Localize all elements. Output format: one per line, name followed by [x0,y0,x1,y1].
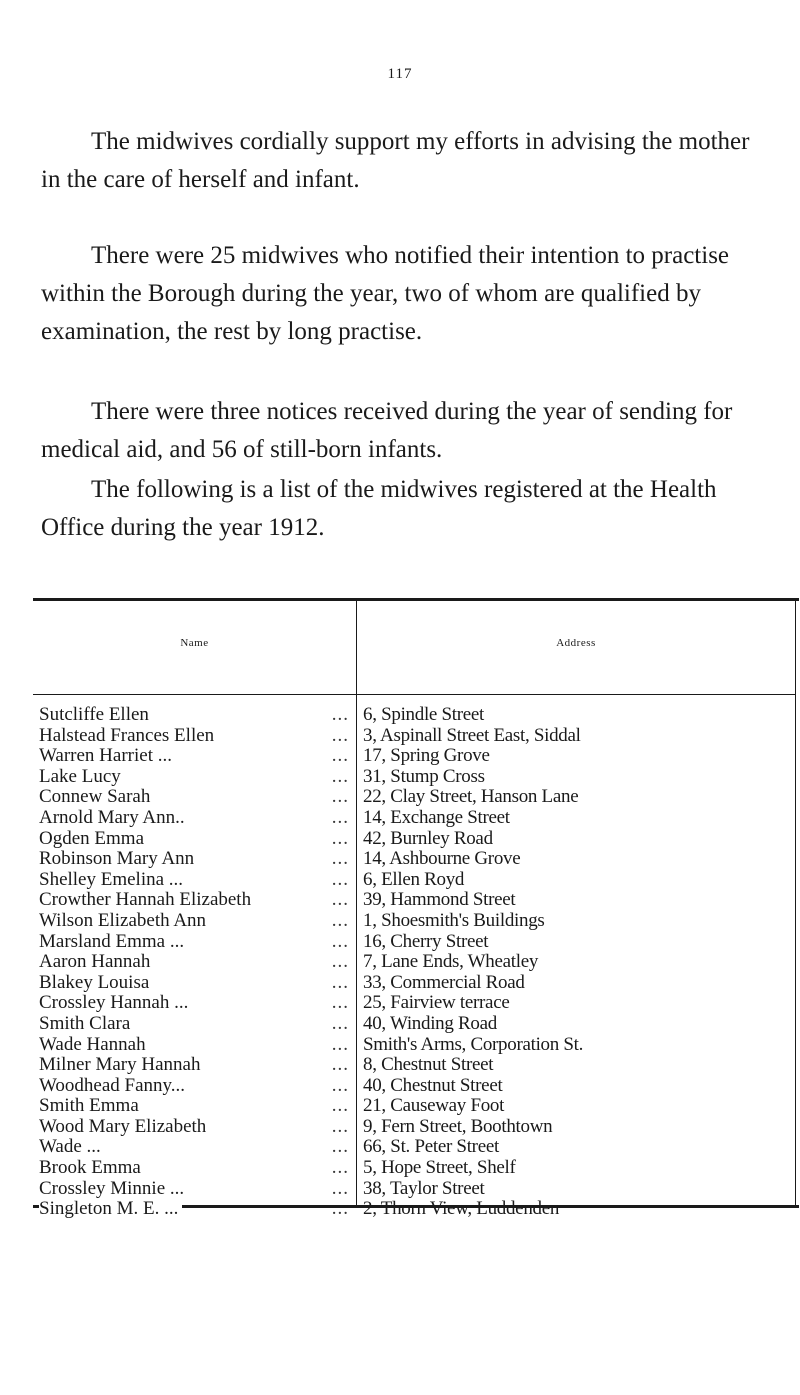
midwife-name-cell [39,705,349,726]
leader-dots: ... [331,910,349,931]
midwife-name: Crossley Minnie ... [39,1179,188,1199]
midwife-name: Crossley Hannah ... [39,993,192,1013]
midwife-address: 17, Spring Grove [363,746,490,767]
leader-dots: ... [331,1034,349,1055]
midwife-name: Lake Lucy [39,767,125,787]
midwife-name-cell [39,787,349,808]
table-row [33,993,796,1014]
table-row [33,787,796,808]
leader-dots: ... [331,807,349,828]
table-row [33,1179,796,1200]
table-row [33,1137,796,1158]
leader-dots: ... [331,828,349,849]
table-row [33,973,796,994]
midwife-name-cell [39,1179,349,1200]
table-row [33,1096,796,1117]
leader-dots: ... [331,1116,349,1137]
table-row [33,870,796,891]
midwife-address: 14, Exchange Street [363,807,510,828]
midwife-name-cell [39,993,349,1014]
table-row [33,1076,796,1097]
midwife-address: 40, Winding Road [363,1013,497,1034]
midwife-name-cell [39,1076,349,1097]
leader-dots: ... [331,1158,349,1179]
midwife-address: 66, St. Peter Street [363,1137,499,1158]
leader-dots: ... [331,725,349,746]
midwife-name: Arnold Mary Ann.. [39,808,189,828]
midwife-name: Halstead Frances Ellen [39,726,218,746]
midwife-name: Woodhead Fanny... [39,1076,189,1096]
table-row [33,890,796,911]
midwife-address: 42, Burnley Road [363,828,493,849]
midwife-address: 9, Fern Street, Boothtown [363,1116,553,1137]
table-row [33,1117,796,1138]
leader-dots: ... [331,993,349,1014]
midwife-name-cell [39,1055,349,1076]
midwife-name-cell [39,1096,349,1117]
table-row [33,1035,796,1056]
midwife-name-cell [39,952,349,973]
midwife-name-cell [39,870,349,891]
paragraph-midwives-notified: There were 25 midwives who notified their intention to practise within the Borough during the year, two of whom are qualified by examination, the rest by long practise. [41,242,730,345]
table-row [33,1199,796,1220]
leader-dots: ... [331,1096,349,1117]
midwife-name-cell [39,1117,349,1138]
table-row [33,932,796,953]
midwife-name: Smith Clara [39,1014,134,1034]
paragraph-notices-received: There were three notices received during the year of sending for medical aid, and 56 of still-born infants. [41,398,733,463]
table-row [33,849,796,870]
leader-dots: ... [331,972,349,993]
midwife-name-cell [39,849,349,870]
midwife-name-cell [39,746,349,767]
leader-dots: ... [331,1055,349,1076]
midwife-address: 6, Spindle Street [363,705,485,725]
leader-dots: ... [331,1137,349,1158]
midwife-name: Wilson Elizabeth Ann [39,911,210,931]
midwife-name-cell [39,1158,349,1179]
leader-dots: ... [331,766,349,787]
midwife-name: Aaron Hannah [39,952,154,972]
midwife-name: Crowther Hannah Elizabeth [39,890,255,910]
midwife-address: 8, Chestnut Street [363,1055,494,1076]
leader-dots: ... [331,1013,349,1034]
paragraph-midwives-support: The midwives cordially support my efforts in advising the mother in the care of herself and infant. [41,128,750,193]
table-row [33,1055,796,1076]
midwife-name-cell [39,890,349,911]
midwife-address: 25, Fairview terrace [363,993,510,1014]
midwife-name-cell [39,1014,349,1035]
midwife-name: Marsland Emma ... [39,932,188,952]
table-row [33,726,796,747]
table-row [33,952,796,973]
midwife-name: Blakey Louisa [39,973,153,993]
midwife-name-cell [39,973,349,994]
midwife-address: 3, Aspinall Street East, Siddal [363,725,581,746]
leader-dots: ... [331,869,349,890]
leader-dots: ... [331,849,349,870]
midwife-address: 31, Stump Cross [363,766,485,787]
midwife-name: Sutcliffe Ellen [39,705,153,725]
midwife-address: 22, Clay Street, Hanson Lane [363,787,579,808]
table-row [33,829,796,850]
midwife-address: 1, Shoesmith's Buildings [363,910,545,931]
header-rule [33,694,796,695]
midwife-name: Smith Emma [39,1096,143,1116]
midwife-address: 2, Thorn View, Luddenden [363,1199,560,1220]
midwife-address: 6, Ellen Royd [363,869,465,890]
midwife-name: Wade ... [39,1137,105,1157]
midwife-name: Robinson Mary Ann [39,849,198,869]
midwife-name: Milner Mary Hannah [39,1055,204,1075]
leader-dots: ... [331,746,349,767]
table-body [33,705,796,1220]
midwife-name: Warren Harriet ... [39,746,176,766]
midwife-name-cell [39,726,349,747]
leader-dots: ... [331,890,349,911]
leader-dots: ... [331,1075,349,1096]
midwife-address: 7, Lane Ends, Wheatley [363,952,539,973]
midwife-name: Singleton M. E. ... [39,1199,182,1219]
midwife-name-cell [39,1035,349,1056]
leader-dots: ... [331,931,349,952]
midwife-address: Smith's Arms, Corporation St. [363,1034,584,1055]
midwife-name: Connew Sarah [39,787,154,807]
page-number: 117 [387,66,413,82]
midwife-address: 21, Causeway Foot [363,1096,505,1117]
leader-dots: ... [331,705,349,725]
midwife-name-cell [39,1137,349,1158]
paragraph-list-intro: The following is a list of the midwives registered at the Health Office during the year 1912. [41,476,717,541]
midwife-name-cell [39,911,349,932]
midwife-address: 33, Commercial Road [363,972,525,993]
midwife-name: Brook Emma [39,1158,145,1178]
table-row [33,808,796,829]
midwives-table [33,598,799,1220]
midwife-address: 14, Ashbourne Grove [363,849,521,870]
midwife-name: Wood Mary Elizabeth [39,1117,210,1137]
leader-dots: ... [331,952,349,973]
table-row [33,1158,796,1179]
midwife-name-cell [39,932,349,953]
header-address: Address [556,637,596,649]
header-name: Name [180,637,209,649]
midwife-name-cell [39,829,349,850]
leader-dots: ... [331,787,349,808]
midwife-address: 39, Hammond Street [363,890,516,911]
midwife-address: 16, Cherry Street [363,931,489,952]
midwife-address: 38, Taylor Street [363,1178,485,1199]
midwife-name-cell [39,1199,349,1220]
leader-dots: ... [331,1178,349,1199]
leader-dots: ... [331,1199,349,1220]
midwife-address: 5, Hope Street, Shelf [363,1158,516,1179]
midwife-name: Ogden Emma [39,829,148,849]
table-row [33,746,796,767]
table-row [33,705,796,726]
table-row [33,767,796,788]
midwife-name-cell [39,808,349,829]
table-row [33,911,796,932]
midwife-address: 40, Chestnut Street [363,1075,503,1096]
midwife-name-cell [39,767,349,788]
table-row [33,1014,796,1035]
midwife-name: Wade Hannah [39,1035,150,1055]
midwife-name: Shelley Emelina ... [39,870,187,890]
